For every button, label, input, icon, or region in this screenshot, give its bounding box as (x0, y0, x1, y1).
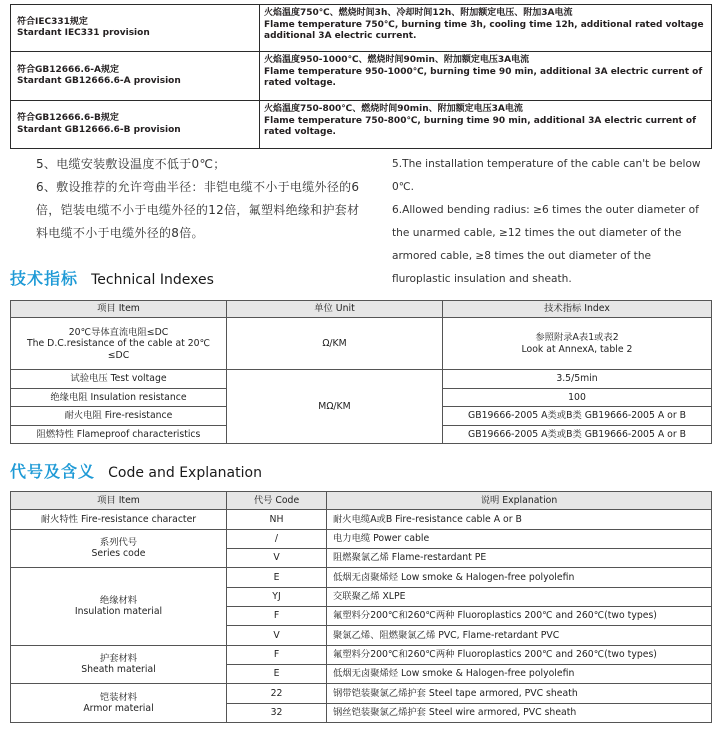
item-cell: 试验电压 Test voltage (11, 370, 227, 388)
index-en: Look at AnnexA, table 2 (521, 343, 633, 355)
item-cell: 耐火电阻 Fire-resistance (11, 407, 227, 425)
index-cn: 参照附录A表1或表2 (535, 332, 619, 344)
standard-desc-cn: 火焰温度950-1000℃、燃烧时间90min、附加额定电压3A电流 (264, 55, 530, 65)
column-header: 项目 Item (11, 492, 227, 510)
column-header: 说明 Explanation (327, 492, 712, 510)
standard-desc-en: Flame temperature 750℃, burning time 3h, cooling time 12h, additional rated voltage additional 3A electric current. (264, 19, 704, 41)
item-en: Insulation material (74, 606, 163, 618)
item-cell (11, 529, 227, 568)
install-notes-en (372, 153, 712, 291)
standard-row (11, 101, 712, 149)
standard-desc-cn: 火焰温度750℃、燃烧时间3h、冷却时间12h、附加额定电压、附加3A电流 (264, 8, 573, 18)
code-cell: E (227, 568, 327, 587)
technical-indexes-table (10, 300, 712, 444)
table-row (11, 568, 712, 587)
code-explanation-heading (10, 459, 262, 483)
standard-name-cell (11, 5, 260, 52)
standard-desc-en: Flame temperature 950-1000℃, burning time 90 min, additional 3A electric current of rated voltage. (264, 66, 703, 88)
standard-name-cn: 符合GB12666.6-A规定 (17, 64, 119, 75)
standard-row (11, 5, 712, 52)
table-row (11, 684, 712, 703)
standard-desc-cell (260, 5, 712, 52)
standard-desc-cell (260, 52, 712, 101)
code-cell: V (227, 626, 327, 645)
install-note-5-cn: 5、电缆安装敷设温度不低于0℃； (36, 157, 226, 171)
install-note-5-en: 5.The installation temperature of the cable can't be below 0℃. (392, 158, 701, 193)
heading-cn: 代号及含义 (10, 462, 96, 481)
table-row (11, 529, 712, 548)
standard-desc-cell (260, 101, 712, 149)
item-cell (11, 684, 227, 723)
code-cell: 32 (227, 703, 327, 722)
item-en: Sheath material (81, 664, 156, 676)
standard-name-cell (11, 101, 260, 149)
item-en: Armor material (83, 703, 154, 715)
index-cell: GB19666-2005 A类或B类 GB19666-2005 A or B (443, 407, 712, 425)
table-row (11, 318, 712, 370)
explanation-cell: 氟塑料分200℃和260℃两种 Fluoroplastics 200℃ and 260℃(two types) (327, 606, 712, 625)
explanation-cell: 钢丝铠装聚氯乙烯护套 Steel wire armored, PVC sheath (327, 703, 712, 722)
table-header-row (11, 492, 712, 510)
explanation-cell: 低烟无卤聚烯烃 Low smoke & Halogen-free polyolefin (327, 568, 712, 587)
standards-table (10, 4, 712, 149)
install-note-6-cn: 6、敷设推荐的允许弯曲半径：非铠电缆不小于电缆外径的6倍，铠装电缆不小于电缆外径的12倍，氟塑料绝缘和护套材料电缆不小于电缆外径的8倍。 (36, 180, 360, 240)
standard-name-cell (11, 52, 260, 101)
item-en: The D.C.resistance of the cable at 20℃ ≤DC (26, 338, 211, 361)
item-cn: 20℃导体直流电阻≤DC (68, 326, 169, 338)
item-cn: 绝缘材料 (99, 594, 138, 606)
install-notes-cn (10, 153, 362, 245)
code-cell: 22 (227, 684, 327, 703)
heading-en: Technical Indexes (91, 272, 214, 288)
standard-desc-cn: 火焰温度750-800℃、燃烧时间90min、附加额定电压3A电流 (264, 104, 523, 114)
explanation-cell: 电力电缆 Power cable (327, 529, 712, 548)
unit-cell: MΩ/KM (227, 370, 443, 444)
explanation-cell: 钢带铠装聚氯乙烯护套 Steel tape armored, PVC sheath (327, 684, 712, 703)
heading-cn: 技术指标 (10, 269, 79, 288)
column-header: 单位 Unit (227, 301, 443, 318)
explanation-cell: 阻燃聚氯乙烯 Flame-restardant PE (327, 548, 712, 567)
code-cell: F (227, 645, 327, 664)
explanation-cell: 聚氯乙烯、阻燃聚氯乙烯 PVC, Flame-retardant PVC (327, 626, 712, 645)
index-cell: GB19666-2005 A类或B类 GB19666-2005 A or B (443, 425, 712, 443)
explanation-cell: 耐火电缆A或B Fire-resistance cable A or B (327, 510, 712, 529)
table-row (11, 510, 712, 529)
technical-indexes-heading (10, 266, 214, 290)
index-cell: 100 (443, 388, 712, 406)
item-cn: 铠装材料 (99, 691, 138, 703)
code-cell: V (227, 548, 327, 567)
index-cell (443, 318, 712, 370)
standard-name-en: Stardant GB12666.6-B provision (17, 124, 181, 135)
item-cell (11, 568, 227, 645)
unit-cell: Ω/KM (227, 318, 443, 370)
standard-name-en: Stardant IEC331 provision (17, 28, 150, 38)
column-header: 代号 Code (227, 492, 327, 510)
standard-desc-en: Flame temperature 750-800℃, burning time 90 min, additional 3A electric current of rated voltage. (264, 115, 697, 137)
explanation-cell: 交联聚乙烯 XLPE (327, 587, 712, 606)
explanation-cell: 氟塑料分200℃和260℃两种 Fluoroplastics 200℃ and 260℃(two types) (327, 645, 712, 664)
item-cell: 绝缘电阻 Insulation resistance (11, 388, 227, 406)
code-cell: NH (227, 510, 327, 529)
item-cn: 护套材料 (99, 652, 138, 664)
standard-name-cn: 符合GB12666.6-B规定 (17, 113, 119, 123)
item-cell (11, 645, 227, 684)
heading-en: Code and Explanation (108, 465, 262, 481)
item-en: Series code (91, 548, 146, 560)
table-header-row (11, 301, 712, 318)
item-cell (11, 318, 227, 370)
standard-name-cn: 符合IEC331规定 (17, 16, 88, 27)
column-header: 技术指标 Index (443, 301, 712, 318)
index-cell: 3.5/5min (443, 370, 712, 388)
table-row (11, 370, 712, 388)
table-row (11, 645, 712, 664)
column-header: 项目 Item (11, 301, 227, 318)
standard-row (11, 52, 712, 101)
item-cell: 阻燃特性 Flameproof characteristics (11, 425, 227, 443)
code-cell: YJ (227, 587, 327, 606)
item-cell: 耐火特性 Fire-resistance character (11, 510, 227, 529)
explanation-cell: 低烟无卤聚烯烃 Low smoke & Halogen-free polyolefin (327, 664, 712, 683)
code-cell: / (227, 529, 327, 548)
code-cell: E (227, 664, 327, 683)
code-explanation-table (10, 491, 712, 723)
install-note-6-en: 6.Allowed bending radius: ≥6 times the outer diameter of the unarmed cable, ≥12 times the out diameter of the armored cable, ≥8 times the out diameter of the fluroplastic insulation and sheath. (392, 204, 699, 285)
code-cell: F (227, 606, 327, 625)
item-cn: 系列代号 (99, 536, 138, 548)
standard-name-en: Stardant GB12666.6-A provision (17, 76, 181, 86)
